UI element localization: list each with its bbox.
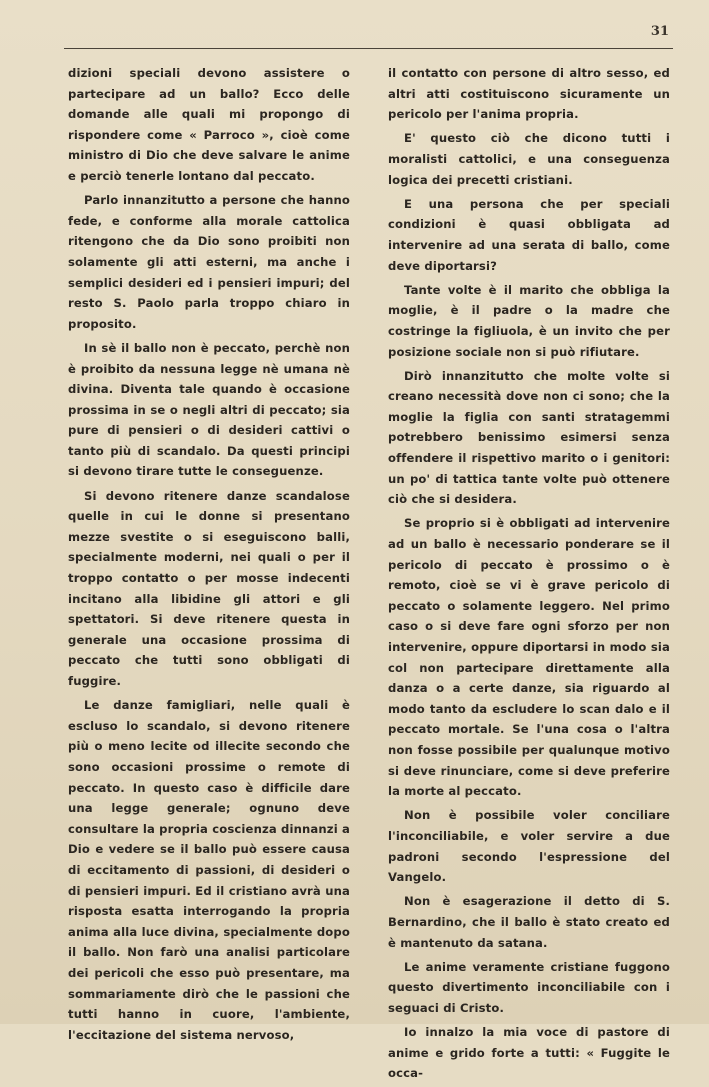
paragraph: Io innalzo la mia voce di pastore di anime e grido forte a tutti: « Fuggite le occa- (388, 1025, 670, 1081)
paragraph: Dirò innanzitutto che molte volte si creano necessità dove non ci sono; che la moglie la figlia con santi stratagemmi potrebbero benissimo esimersi senza offendere il rispettivo marito o i genitori: un po' di tattica tante volte può ottenere ciò che si desidera. (388, 368, 670, 507)
paragraph: Non è esagerazione il detto di S. Bernardino, che il ballo è stato creato ed è mantenuto da satana. (388, 894, 670, 950)
paragraph: E' questo ciò che dicono tutti i moralisti cattolici, e una conseguenza logica dei precetti cristiani. (388, 131, 670, 187)
paragraph: il contatto con persone di altro sesso, ed altri atti costituiscono sicuramente un pericolo per l'anima propria. (388, 66, 670, 122)
paragraph: E una persona che per speciali condizioni è quasi obbligata ad intervenire ad una serata di ballo, come deve diportarsi? (388, 196, 670, 273)
paragraph: Tante volte è il marito che obbliga la moglie, è il padre o la madre che costringe la figliuola, è un invito che per posizione sociale non si può rifiutare. (388, 282, 670, 359)
header-rule (64, 48, 673, 49)
paragraph: dizioni speciali devono assistere o partecipare ad un ballo? Ecco delle domande alle quali mi propongo di rispondere come « Parroco », cioè come ministro di Dio che deve salvare le anime e perciò tenerle lontano dal peccato. (68, 66, 350, 183)
paragraph: Parlo innanzitutto a persone che hanno fede, e conforme alla morale cattolica ritengono che da Dio sono proibiti non solamente gli atti esterni, ma anche i semplici desideri ed i pensieri impuri; del resto S. Paolo parla troppo chiaro in proposito. (68, 193, 350, 331)
paragraph: In sè il ballo non è peccato, perchè non è proibito da nessuna legge nè umana nè divina. Diventa tale quando è occasione prossima in se o negli altri di peccato; sia pure di pensieri o di desideri cattivi o tanto più di scandalo. Da questi principi si devono tirare tutte le conseguenze. (68, 340, 350, 479)
paragraph: Le anime veramente cristiane fuggono questo divertimento inconciliabile con i seguaci di Cristo. (388, 959, 670, 1015)
paragraph: Si devono ritenere danze scandalose quelle in cui le donne si presentano mezze svestite o si eseguiscono balli, specialmente moderni, nei quali o per il troppo contatto o per mosse indecenti incitano alla libidine gli attori e gli spettatori. Si deve ritenere questa in generale una occasione prossima di peccato che tutti sono obbligati di fuggire. (68, 488, 350, 688)
page-number: 31 (650, 24, 669, 39)
paragraph: Non è possibile voler conciliare l'inconciliabile, e voler servire a due padroni secondo l'espressione del Vangelo. (388, 808, 670, 885)
right-column (388, 63, 670, 1087)
paragraph: Se proprio si è obbligati ad intervenire ad un ballo è necessario ponderare se il pericolo di peccato è prossimo o è remoto, cioè se vi è grave pericolo di peccato o solamente leggero. Nel primo caso o si deve fare ogni sforzo per non intervenire, oppure diportarsi in modo sia col non partecipare direttamente alla danza o a certe danze, sia riguardo al modo tanto da escludere lo scan dalo e il peccato mortale. Se l'una cosa o l'altra non fosse possibile per qualunque motivo si deve rinunciare, come si deve preferire la morte al peccato. (388, 516, 670, 799)
left-column (68, 63, 350, 1049)
paragraph: Le danze famigliari, nelle quali è escluso lo scandalo, si devono ritenere più o meno lecite od illecite secondo che sono occasioni prossime o remote di peccato. In questo caso è difficile dare una legge generale; ognuno deve consultare la propria coscienza dinnanzi a Dio e vedere se il ballo può essere causa di eccitamento di passioni, di desideri o di pensieri impuri. Ed il cristiano avrà una risposta esatta interrogando la propria anima alla luce divina, specialmente dopo il ballo. Non farò una analisi particolare dei pericoli che esso può presentare, ma sommariamente dirò che le passioni che tutti hanno in cuore, l'ambiente, l'eccitazione del sistema nervoso, (68, 698, 350, 1042)
